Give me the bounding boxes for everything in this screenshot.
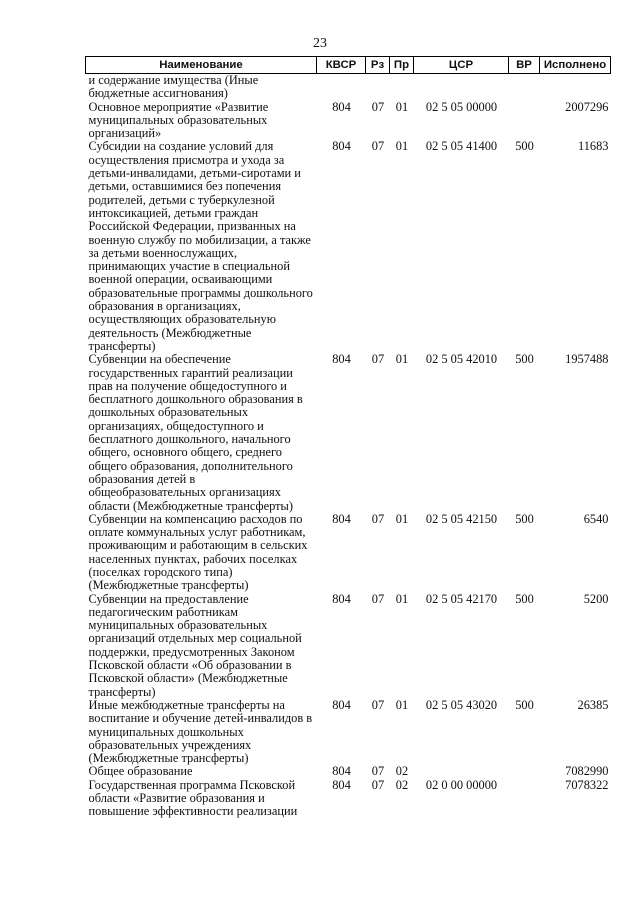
row-vr: [509, 765, 540, 778]
header-name: Наименование: [86, 57, 317, 74]
row-pr: 01: [395, 139, 409, 154]
row-rz: 07: [371, 777, 385, 792]
row-csr: 02 0 00 00000: [425, 777, 498, 792]
row-executed: 1957488: [565, 352, 609, 367]
row-vr: 500: [515, 139, 534, 154]
header-pr: Пр: [390, 57, 414, 74]
table-row: [86, 353, 611, 513]
row-executed: 7078322: [565, 777, 609, 792]
row-vr: [509, 101, 540, 141]
row-csr: 02 5 05 41400: [425, 139, 498, 154]
row-name: Субвенции на компенсацию расходов по оплате коммунальных услуг работникам, проживающим и работающим в сельских населенных пунктах, рабочих поселках (поселках городского типа) (Межбюджетные трансферты): [88, 511, 308, 593]
row-kvsr: 804: [332, 777, 351, 792]
row-pr: 02: [395, 777, 409, 792]
row-vr: 500: [515, 697, 534, 712]
row-kvsr: 804: [332, 99, 351, 114]
header-csr: ЦСР: [414, 57, 509, 74]
row-name: Субсидии на создание условий для осуществления присмотра и ухода за детьми-инвалидами, детьми-сиротами и детьми, оставшимися без попечения родителей, детьми с туберкулезной интоксикацией, детьми граждан Российской Федерации, призванных на военную службу по мобилизации, а также за детьми военнослужащих, принимающих участие в специальной военной операции, осваивающими образовательные программы дошкольного образования в организациях, осуществляющих образовательную деятельность (Межбюджетные трансферты): [88, 139, 313, 353]
row-vr: 500: [515, 511, 534, 526]
row-kvsr: 804: [332, 591, 351, 606]
page-number: 23: [313, 36, 327, 51]
row-pr: 02: [395, 764, 409, 779]
row-rz: 07: [371, 764, 385, 779]
row-vr: 500: [515, 591, 534, 606]
budget-table: [85, 56, 611, 819]
row-csr: 02 5 05 42150: [425, 511, 498, 526]
row-kvsr: 804: [332, 764, 351, 779]
row-name: Субвенции на обеспечение государственных гарантий реализации прав на получение общедоступного и бесплатного дошкольного образования в дошкольных образовательных организациях, общедоступного и бесплатного дошкольного, начального общего, основного общего, среднего общего образования, дополнительного образования детей в общеобразовательных организациях области (Межбюджетные трансферты): [88, 352, 303, 513]
row-csr: [414, 74, 509, 101]
row-kvsr: 804: [332, 697, 351, 712]
row-pr: 01: [395, 697, 409, 712]
row-csr: 02 5 05 42010: [425, 352, 498, 367]
table-row: [86, 74, 611, 101]
row-rz: 07: [371, 99, 385, 114]
row-executed: 7082990: [565, 764, 609, 779]
row-vr: [509, 74, 540, 101]
table-row: [86, 140, 611, 353]
row-pr: 01: [395, 99, 409, 114]
row-name: Общее образование: [88, 764, 193, 779]
row-kvsr: 804: [332, 352, 351, 367]
row-csr: 02 5 05 00000: [425, 99, 498, 114]
row-executed: [540, 74, 611, 101]
row-executed: 26385: [577, 697, 609, 712]
row-name: Государственная программа Псковской области «Развитие образования и повышение эффективности реализации: [88, 777, 298, 819]
row-pr: 01: [395, 352, 409, 367]
table-row: [86, 779, 611, 819]
row-csr: [414, 765, 509, 778]
header-kvsr: КВСР: [317, 57, 366, 74]
row-vr: 500: [515, 352, 534, 367]
row-executed: 6540: [583, 511, 609, 526]
table-row: [86, 765, 611, 778]
row-vr: [509, 779, 540, 819]
row-rz: 07: [371, 591, 385, 606]
row-pr: 01: [395, 591, 409, 606]
header-executed: Исполнено: [540, 57, 611, 74]
row-kvsr: [317, 74, 366, 101]
row-name: Основное мероприятие «Развитие муниципальных образовательных организаций»: [88, 99, 269, 141]
row-pr: [390, 74, 414, 101]
row-kvsr: 804: [332, 511, 351, 526]
header-rz: Рз: [366, 57, 390, 74]
row-csr: 02 5 05 42170: [425, 591, 498, 606]
row-kvsr: 804: [332, 139, 351, 154]
table-row: [86, 513, 611, 593]
header-vr: ВР: [509, 57, 540, 74]
row-executed: 11683: [577, 139, 609, 154]
row-executed: 2007296: [565, 99, 609, 114]
table-row: [86, 593, 611, 699]
table-header-row: [86, 57, 611, 74]
row-rz: 07: [371, 511, 385, 526]
row-name: Субвенции на предоставление педагогическим работникам муниципальных образовательных организаций отдельных мер социальной поддержки, предусмотренных Законом Псковской области «Об образовании в Псковской области» (Межбюджетные трансферты): [88, 591, 302, 699]
row-executed: 5200: [583, 591, 609, 606]
row-rz: [366, 74, 390, 101]
table-row: [86, 699, 611, 765]
row-csr: 02 5 05 43020: [425, 697, 498, 712]
table-row: [86, 101, 611, 141]
row-rz: 07: [371, 139, 385, 154]
row-name: и содержание имущества (Иные бюджетные ассигнования): [88, 73, 259, 101]
row-pr: 01: [395, 511, 409, 526]
row-rz: 07: [371, 352, 385, 367]
row-rz: 07: [371, 697, 385, 712]
row-name: Иные межбюджетные трансферты на воспитание и обучение детей-инвалидов в муниципальных дошкольных образовательных учреждениях (Межбюджетные трансферты): [88, 697, 313, 766]
